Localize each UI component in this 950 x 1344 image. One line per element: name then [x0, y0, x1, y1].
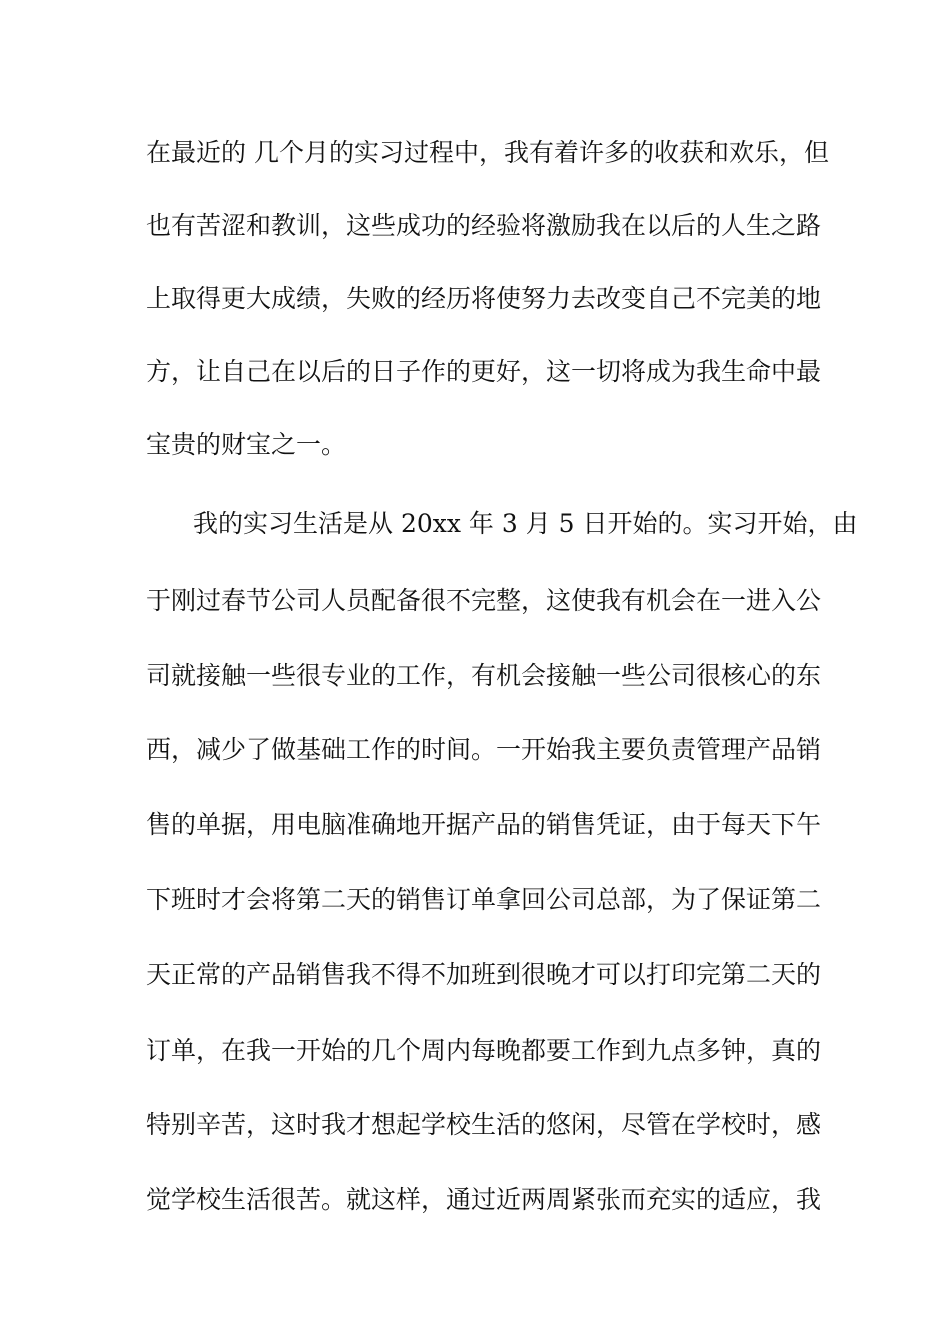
paragraph-2-line-5: 售的单据，用电脑准确地开据产品的销售凭证，由于每天下午 — [146, 810, 822, 839]
paragraph-2-line-9: 特别辛苦，这时我才想起学校生活的悠闲，尽管在学校时，感 — [146, 1110, 822, 1139]
paragraph-1-line-4: 方，让自己在以后的日子作的更好，这一切将成为我生命中最 — [146, 357, 822, 386]
paragraph-1-line-5: 宝贵的财宝之一。 — [146, 430, 347, 459]
paragraph-2-line-8: 订单，在我一开始的几个周内每晚都要工作到九点多钟，真的 — [146, 1036, 822, 1065]
paragraph-2-line-7: 天正常的产品销售我不得不加班到很晚才可以打印完第二天的 — [146, 960, 822, 989]
paragraph-2-line-6: 下班时才会将第二天的销售订单拿回公司总部，为了保证第二 — [146, 885, 822, 914]
paragraph-1-line-3: 上取得更大成绩，失败的经历将使努力去改变自己不完美的地 — [146, 284, 822, 313]
paragraph-2-line-3: 司就接触一些很专业的工作，有机会接触一些公司很核心的东 — [146, 661, 822, 690]
paragraph-2-line-1: 我的实习生活是从 20xx 年 3 月 5 日开始的。实习开始，由 — [193, 509, 858, 538]
paragraph-2-line-4: 西，减少了做基础工作的时间。一开始我主要负责管理产品销 — [146, 735, 822, 764]
paragraph-1-line-1: 在最近的 几个月的实习过程中，我有着许多的收获和欢乐，但 — [146, 138, 829, 167]
paragraph-2-line-2: 于刚过春节公司人员配备很不完整，这使我有机会在一进入公 — [146, 586, 822, 615]
paragraph-2-line-10: 觉学校生活很苦。就这样，通过近两周紧张而充实的适应，我 — [146, 1185, 822, 1214]
paragraph-1-line-2: 也有苦涩和教训，这些成功的经验将激励我在以后的人生之路 — [146, 211, 822, 240]
